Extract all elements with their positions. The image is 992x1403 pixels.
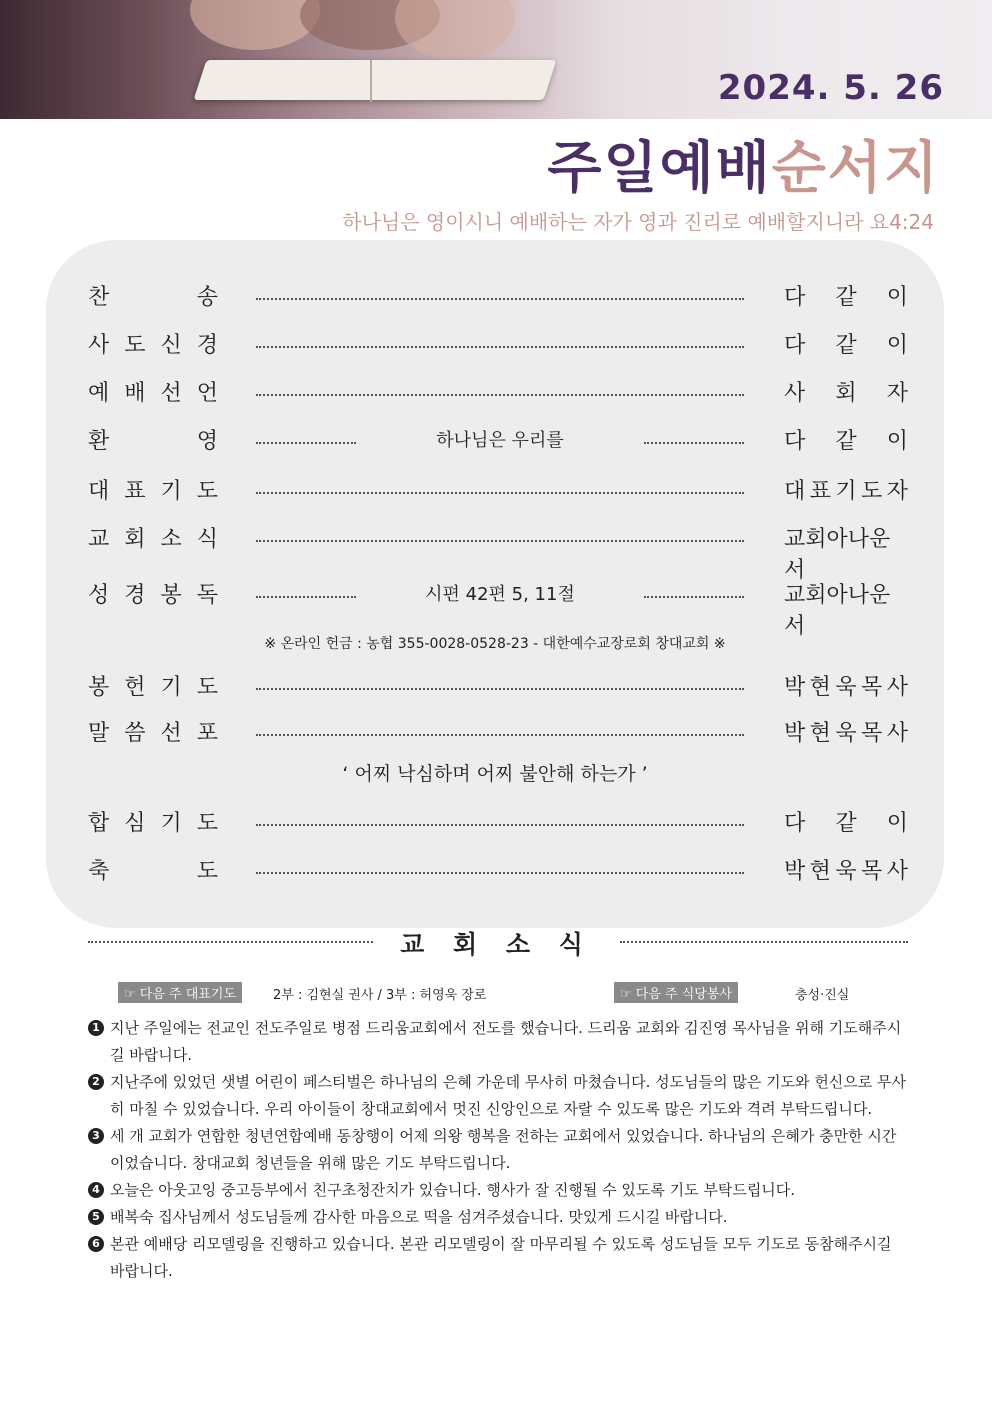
leader-char: 목	[861, 675, 883, 700]
praying-hands-image	[395, 0, 515, 60]
leader-char: 목	[861, 859, 883, 884]
label-char: 기	[160, 675, 182, 700]
online-offering-note: ※ 온라인 헌금 : 농협 355-0028-0528-23 - 대한예수교장로회 창대교회 ※	[264, 636, 726, 652]
label-char: 교	[88, 527, 110, 552]
scripture-verse: 하나님은 영이시니 예배하는 자가 영과 진리로 예배할지니라 요4:24	[342, 210, 934, 234]
label-char: 도	[196, 675, 218, 700]
order-row	[88, 806, 908, 838]
order-item-label	[88, 376, 218, 407]
label-char: 찬	[88, 285, 110, 310]
prayer-tag: ☞ 다음 주 대표기도	[118, 982, 242, 1003]
news-item	[88, 1069, 910, 1123]
label-char: 예	[88, 381, 110, 406]
title-accent: 순서지	[771, 136, 940, 201]
label-char: 축	[88, 859, 110, 884]
news-item-number: 3	[88, 1128, 104, 1144]
order-item-label	[88, 806, 218, 837]
label-char: 언	[196, 381, 218, 406]
leader-char: 박	[784, 859, 806, 884]
news-item-number: 1	[88, 1020, 104, 1036]
prayer-assignment: 2부 : 김현실 권사 / 3부 : 허영욱 장로	[273, 988, 487, 1003]
leader-char: 박	[784, 675, 806, 700]
label-char: 사	[88, 333, 110, 358]
order-row	[88, 670, 908, 702]
label-char: 도	[196, 811, 218, 836]
order-row	[88, 854, 908, 886]
order-row	[88, 474, 908, 506]
news-item-number: 2	[88, 1074, 104, 1090]
meal-service-tag: ☞ 다음 주 식당봉사	[614, 982, 738, 1003]
label-char: 봉	[160, 583, 182, 608]
dotted-leader	[256, 688, 744, 690]
label-char: 표	[124, 479, 146, 504]
news-header	[88, 925, 908, 959]
label-char: 심	[124, 811, 146, 836]
label-char: 씀	[124, 721, 146, 746]
label-char: 독	[196, 583, 218, 608]
dotted-leader	[256, 872, 744, 874]
dotted-leader	[256, 442, 356, 444]
leader-char: 사	[886, 721, 908, 746]
order-item-leader	[784, 716, 908, 747]
leader-char: 자	[886, 479, 908, 504]
bible-image	[194, 60, 557, 100]
order-row	[88, 424, 908, 456]
dotted-leader	[256, 346, 744, 348]
dotted-leader	[644, 596, 744, 598]
order-row	[88, 578, 908, 639]
dotted-leader	[256, 492, 744, 494]
label-char: 영	[196, 429, 218, 454]
leader-char: 욱	[835, 721, 857, 746]
news-item	[88, 1015, 910, 1069]
order-item-label	[88, 670, 218, 701]
order-item-label	[88, 280, 218, 311]
label-char: 포	[196, 721, 218, 746]
news-item	[88, 1177, 910, 1204]
news-item-text: 지난주에 있었던 샛별 어린이 페스티벌은 하나님의 은혜 가운데 무사히 마쳤습니다. 성도님들의 많은 기도와 헌신으로 무사히 마칠 수 있었습니다. 우리 아이들이 창대교회에서 멋진 신앙인으로 자랄 수 있도록 많은 기도와 격려 부탁드립니다.	[110, 1073, 907, 1118]
leader-char: 욱	[835, 859, 857, 884]
order-row	[88, 716, 908, 748]
bible-spine	[370, 60, 372, 102]
order-item-label	[88, 474, 218, 505]
leader-char: 이	[886, 333, 908, 358]
label-char: 헌	[124, 675, 146, 700]
leader-char: 다	[784, 429, 806, 454]
dotted-leader	[256, 298, 744, 300]
leader-char: 사	[886, 859, 908, 884]
label-char: 신	[160, 333, 182, 358]
dotted-leader	[256, 394, 744, 396]
order-item-detail: 하나님은 우리를	[436, 430, 564, 451]
label-char: 합	[88, 811, 110, 836]
order-item-label	[88, 716, 218, 747]
leader-char: 사	[886, 675, 908, 700]
sermon-title: ‘ 어찌 낙심하며 어찌 불안해 하는가 ’	[342, 763, 648, 785]
news-item	[88, 1231, 910, 1285]
dotted-divider	[88, 941, 373, 943]
leader-char: 도	[861, 479, 883, 504]
leader-char: 교회아나운서	[784, 583, 891, 639]
order-item-label	[88, 424, 218, 455]
news-item-text: 본관 예배당 리모델링을 진행하고 있습니다. 본관 리모델링이 잘 마무리될 수 있도록 성도님들 모두 기도로 동참해주시길 바랍니다.	[110, 1235, 892, 1280]
news-item-text: 지난 주일에는 전교인 전도주일로 병점 드리움교회에서 전도를 했습니다. 드리움 교회와 김진영 목사님을 위해 기도해주시길 바랍니다.	[110, 1019, 902, 1064]
order-item-label	[88, 854, 218, 885]
leader-char: 이	[886, 285, 908, 310]
leader-char: 박	[784, 721, 806, 746]
label-char: 대	[88, 479, 110, 504]
order-row	[88, 280, 908, 312]
leader-char: 다	[784, 333, 806, 358]
order-item-label	[88, 522, 218, 553]
label-char: 식	[196, 527, 218, 552]
leader-char: 자	[886, 381, 908, 406]
label-char: 기	[160, 479, 182, 504]
leader-char: 기	[835, 479, 857, 504]
label-char: 배	[124, 381, 146, 406]
leader-char: 같	[835, 285, 857, 310]
dotted-leader	[256, 540, 744, 542]
page-title	[547, 124, 940, 204]
label-char: 성	[88, 583, 110, 608]
news-item-text: 세 개 교회가 연합한 청년연합예배 동창행이 어제 의왕 행복을 전하는 교회에서 있었습니다. 하나님의 은혜가 충만한 시간이었습니다. 창대교회 청년들을 위해 많은 기도 부탁드립니다.	[110, 1127, 897, 1172]
label-char: 말	[88, 721, 110, 746]
meal-service-assignment: 충성·진실	[795, 988, 850, 1003]
news-item-number: 4	[88, 1182, 104, 1198]
news-list	[88, 1015, 910, 1285]
leader-char: 목	[861, 721, 883, 746]
news-item-text: 오늘은 아웃고잉 중고등부에서 친구초청잔치가 있습니다. 행사가 잘 진행될 수 있도록 기도 부탁드립니다.	[110, 1181, 796, 1199]
leader-char: 다	[784, 811, 806, 836]
order-item-leader	[784, 328, 908, 359]
label-char: 선	[160, 721, 182, 746]
news-item-text: 배복숙 집사님께서 성도님들께 감사한 마음으로 떡을 섬겨주셨습니다. 맛있게 드시길 바랍니다.	[110, 1208, 728, 1226]
order-row	[88, 376, 908, 408]
title-main: 주일예배	[547, 136, 772, 201]
order-item-label	[88, 578, 218, 609]
label-char: 경	[196, 333, 218, 358]
label-char: 환	[88, 429, 110, 454]
order-item-leader	[784, 376, 908, 407]
label-char: 선	[160, 381, 182, 406]
news-item	[88, 1204, 910, 1231]
dotted-leader	[644, 442, 744, 444]
order-item-leader	[784, 578, 908, 640]
order-item-leader	[784, 424, 908, 455]
label-char: 경	[124, 583, 146, 608]
leader-char: 대	[784, 479, 806, 504]
order-item-leader	[784, 474, 908, 505]
leader-char: 다	[784, 285, 806, 310]
leader-char: 욱	[835, 675, 857, 700]
leader-char: 회	[835, 381, 857, 406]
order-item-leader	[784, 854, 908, 885]
dotted-leader	[256, 596, 356, 598]
news-item-number: 6	[88, 1236, 104, 1252]
order-item-leader	[784, 280, 908, 311]
dotted-leader	[256, 824, 744, 826]
order-row	[88, 522, 908, 583]
bulletin-date: 2024. 5. 26	[717, 68, 944, 108]
dotted-divider	[620, 941, 908, 943]
label-char: 도	[196, 479, 218, 504]
order-item-leader	[784, 522, 908, 584]
order-item-leader	[784, 806, 908, 837]
leader-char: 같	[835, 429, 857, 454]
label-char: 회	[124, 527, 146, 552]
leader-char: 표	[809, 479, 831, 504]
order-row	[88, 328, 908, 360]
label-char: 도	[196, 859, 218, 884]
order-item-detail: 시편 42편 5, 11절	[425, 584, 575, 605]
leader-char: 교회아나운서	[784, 527, 891, 583]
label-char: 송	[196, 285, 218, 310]
leader-char: 사	[784, 381, 806, 406]
label-char: 봉	[88, 675, 110, 700]
dotted-leader	[256, 734, 744, 736]
news-item-number: 5	[88, 1209, 104, 1225]
leader-char: 현	[809, 859, 831, 884]
order-item-leader	[784, 670, 908, 701]
leader-char: 이	[886, 811, 908, 836]
label-char: 기	[160, 811, 182, 836]
next-week-info	[118, 982, 878, 1004]
news-title: 교 회 소 식	[400, 930, 593, 959]
leader-char: 같	[835, 333, 857, 358]
leader-char: 현	[809, 721, 831, 746]
leader-char: 같	[835, 811, 857, 836]
leader-char: 현	[809, 675, 831, 700]
label-char: 도	[124, 333, 146, 358]
label-char: 소	[160, 527, 182, 552]
order-item-label	[88, 328, 218, 359]
news-item	[88, 1123, 910, 1177]
leader-char: 이	[886, 429, 908, 454]
